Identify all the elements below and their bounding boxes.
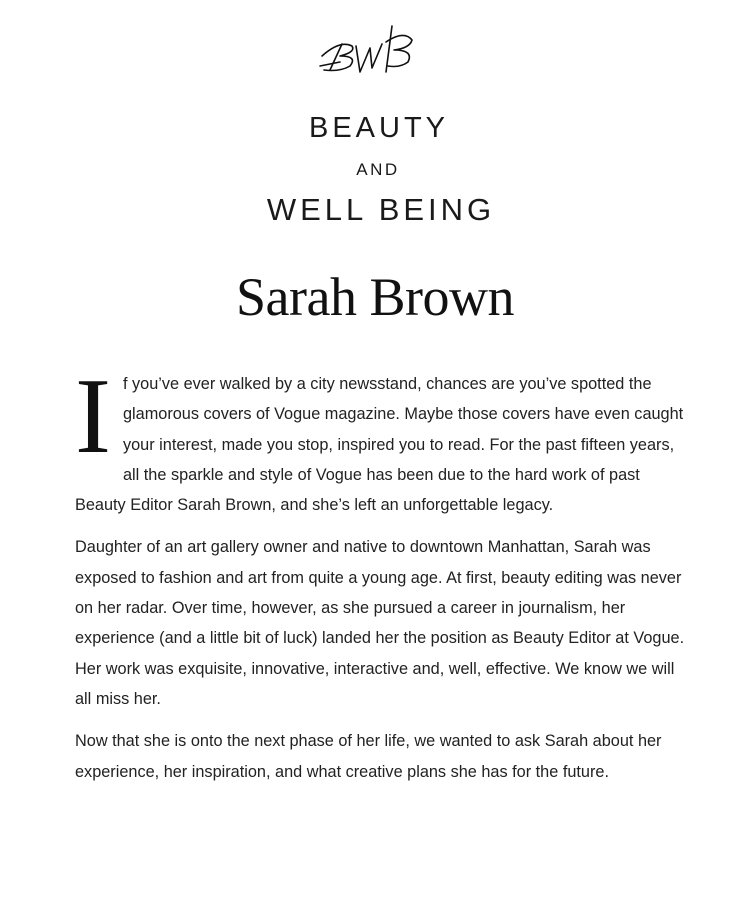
article-title: Sarah Brown [236, 267, 514, 327]
paragraph-background: Daughter of an art gallery owner and native to downtown Manhattan, Sarah was exposed to fashion and art from quite a young age. At first, beauty editing was never on her radar. Over time, however, as she pursued a career in journalism, her experience (and a little bit of luck) landed her the position as Beauty Editor at Vogue. Her work was exquisite, innovative, interactive and, well, effective. We know we will all miss her. [75, 538, 685, 708]
brand-line-beauty: BEAUTY [308, 112, 450, 144]
paragraph-intro-text: f you’ve ever walked by a city newsstand, chances are you’ve spotted the glamorous covers of Vogue magazine. Maybe those covers have even caught your interest, made you stop, inspired you to read. For the past fifteen years, all the sparkle and style of Vogue has been due to the hard work of past Beauty Editor Sarah Brown, and she’s left an unforgettable legacy. [75, 375, 684, 515]
brand-line-well-being: WELL BEING [266, 192, 496, 227]
paragraph-intro [75, 357, 685, 520]
paragraph-closing: Now that she is onto the next phase of her life, we wanted to ask Sarah about her experience, her inspiration, and what creative plans she has for the future. [75, 732, 662, 781]
article-body [75, 357, 685, 799]
drop-cap: I [75, 357, 111, 476]
brand-line-and: AND [356, 160, 400, 179]
bwb-monogram-logo [300, 22, 450, 82]
